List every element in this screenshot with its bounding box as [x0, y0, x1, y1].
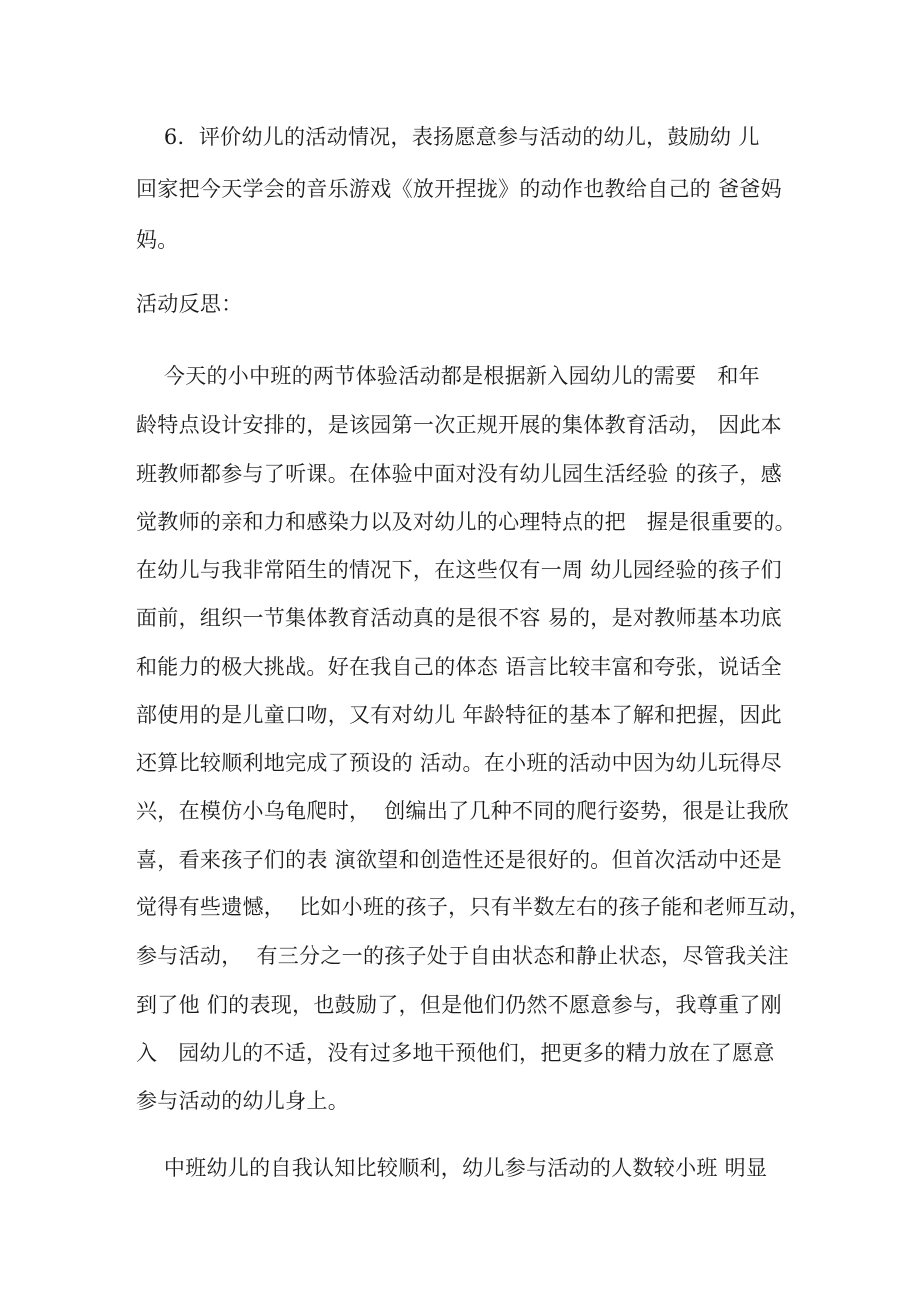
- reflection-heading: 活动反思：: [136, 292, 243, 316]
- item6-line-1: 6．评价幼儿的活动情况，表扬愿意参与活动的幼儿，鼓励幼 儿: [136, 125, 760, 149]
- paragraph1-line-11: 喜，看来孩子们的表 演欲望和创造性还是很好的。但首次活动中还是: [136, 848, 782, 872]
- paragraph1-line-1: 今天的小中班的两节体验活动都是根据新入园幼儿的需要 和年: [136, 364, 760, 388]
- paragraph1-line-12: 觉得有些遗憾， 比如小班的孩子，只有半数左右的孩子能和老师互动，: [136, 895, 811, 919]
- paragraph1-line-14: 到了他 们的表现，也鼓励了，但是他们仍然不愿意参与，我尊重了刚: [136, 993, 782, 1017]
- paragraph1-line-13: 参与活动， 有三分之一的孩子处于自由状态和静止状态，尽管我关注: [136, 944, 789, 968]
- paragraph2-line-1: 中班幼儿的自我认知比较顺利，幼儿参与活动的人数较小班 明显: [136, 1156, 768, 1180]
- paragraph1-line-15: 入 园幼儿的不适，没有过多地干预他们，把更多的精力放在了愿意: [136, 1041, 775, 1065]
- paragraph1-line-9: 还算比较顺利地完成了预设的 活动。在小班的活动中因为幼儿玩得尽: [136, 751, 782, 775]
- paragraph1-line-16: 参与活动的幼儿身上。: [136, 1089, 349, 1113]
- item6-line-2: 回家把今天学会的音乐游戏《放开捏拢》的动作也教给自己的 爸爸妈: [136, 177, 782, 201]
- paragraph1-line-7: 和能力的极大挑战。好在我自己的体态 语言比较丰富和夸张，说话全: [136, 655, 782, 679]
- paragraph1-line-2: 龄特点设计安排的，是该园第一次正规开展的集体教育活动， 因此本: [136, 413, 782, 437]
- paragraph1-line-5: 在幼儿与我非常陌生的情况下，在这些仅有一周 幼儿园经验的孩子们: [136, 558, 782, 582]
- paragraph1-line-6: 面前，组织一节集体教育活动真的是很不容 易的，是对教师基本功底: [136, 606, 782, 630]
- paragraph1-line-4: 觉教师的亲和力和感染力以及对幼儿的心理特点的把 握是很重要的。: [136, 510, 796, 534]
- paragraph1-line-8: 部使用的是儿童口吻，又有对幼儿 年龄特征的基本了解和把握，因此: [136, 703, 782, 727]
- paragraph1-line-10: 兴，在模仿小乌龟爬时， 创编出了几种不同的爬行姿势，很是让我欣: [136, 799, 789, 823]
- paragraph1-line-3: 班教师都参与了听课。在体验中面对没有幼儿园生活经验 的孩子，感: [136, 462, 782, 486]
- item6-line-3: 妈。: [136, 228, 179, 252]
